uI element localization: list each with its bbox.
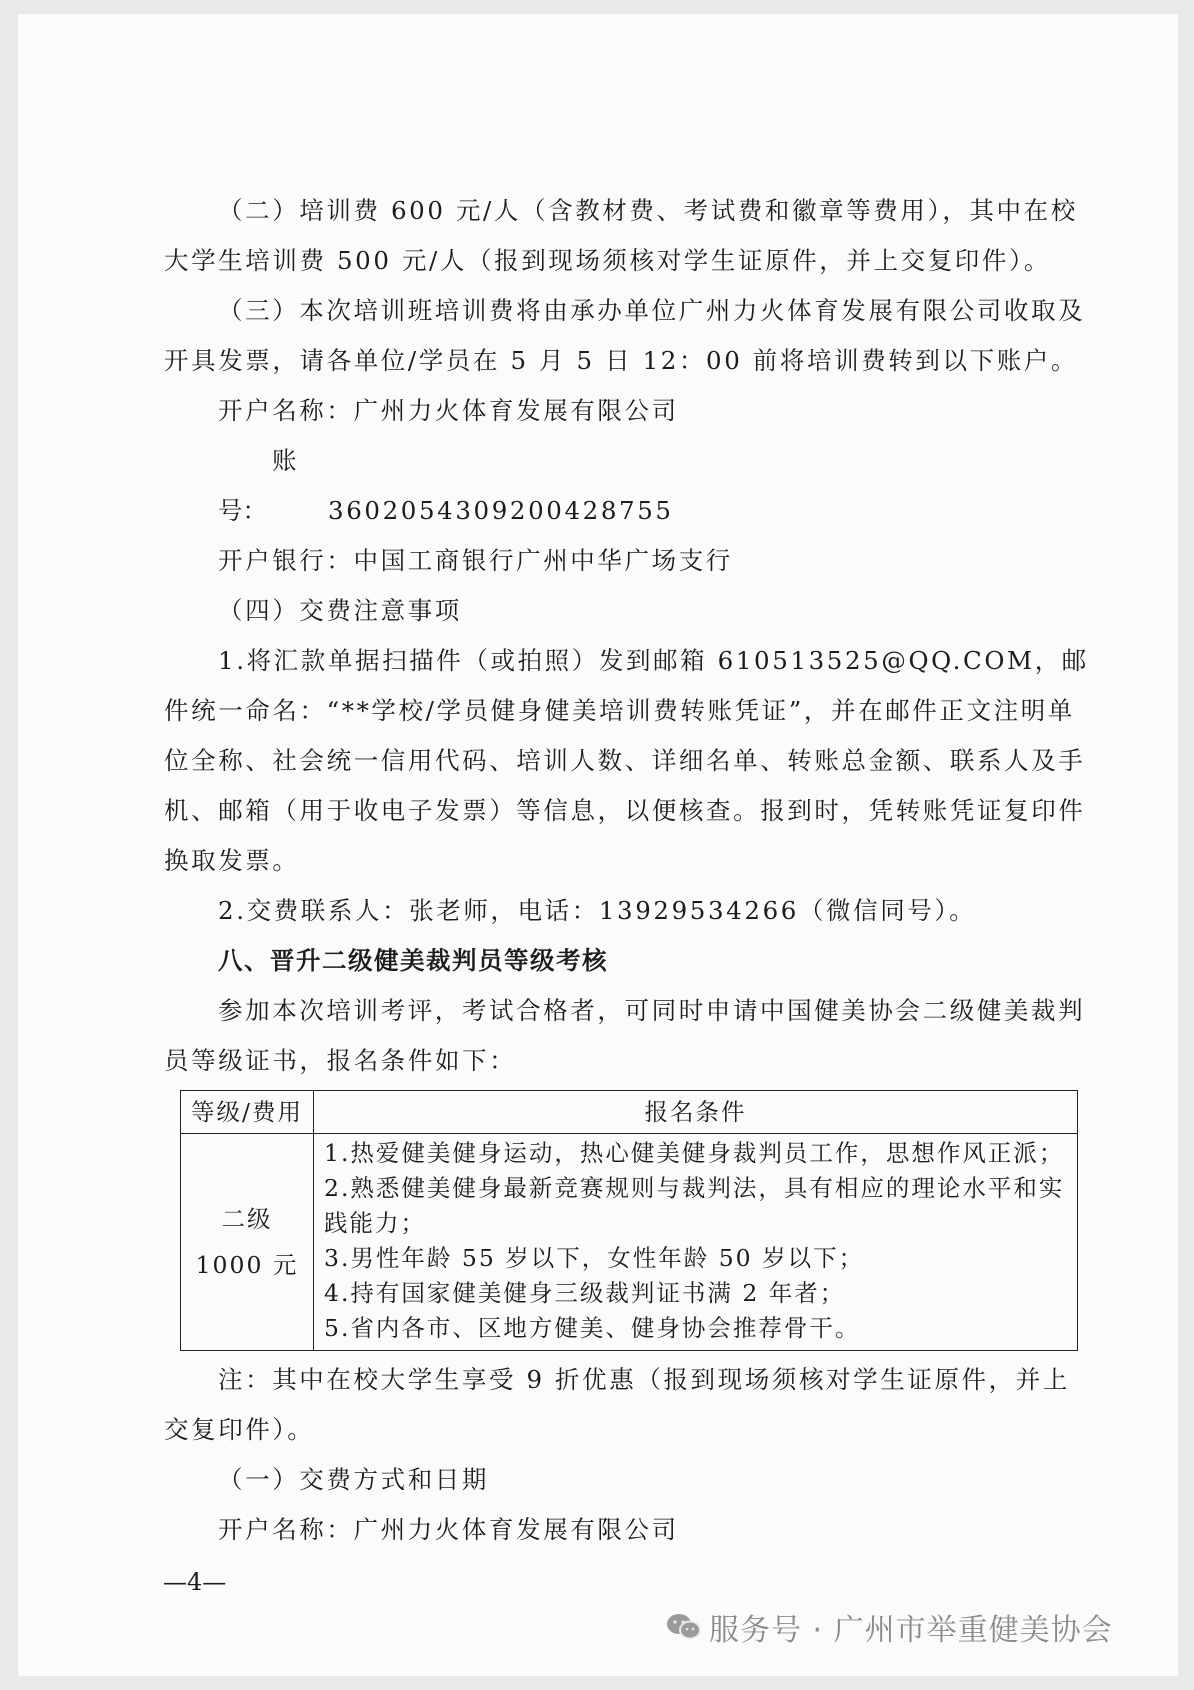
notes-heading: （四）交费注意事项 [218, 596, 462, 625]
condition-item: 2.熟悉健美健身最新竞赛规则与裁判法，具有相应的理论水平和实践能力； [324, 1174, 1065, 1237]
account-name-value-2: 广州力火体育发展有限公司 [353, 1515, 679, 1544]
account-number-line [164, 436, 1089, 536]
conditions-cell [314, 1134, 1078, 1351]
grade-fee-header: 等级/费用 [181, 1091, 314, 1134]
account-name-label-2: 开户名称： [218, 1515, 354, 1544]
grade-fee: 1000 元 [195, 1251, 299, 1279]
page-content [164, 186, 1089, 1555]
account-name-line [164, 386, 1089, 436]
section-8-intro: 参加本次培训考评，考试合格者，可同时申请中国健美协会二级健美裁判员等级证书，报名条件如下： [164, 996, 1086, 1075]
fee-paragraph: （二）培训费 600 元/人（含教材费、考试费和徽章等费用），其中在校大学生培训费 500 元/人（报到现场须核对学生证原件，并上交复印件）。 [164, 196, 1078, 275]
section-8-heading: 八、晋升二级健美裁判员等级考核 [218, 946, 608, 975]
bank-label: 开户银行： [218, 546, 354, 575]
note-item-2: 2.交费联系人：张老师，电话：13929534266（微信同号）。 [218, 896, 977, 925]
wechat-icon [665, 1611, 703, 1643]
page-number: —4— [163, 1568, 227, 1596]
grade-cell [181, 1134, 314, 1351]
invoice-paragraph: （三）本次培训班培训费将由承办单位广州力火体育发展有限公司收取及开具发票，请各单位/学员在 5 月 5 日 12：00 前将培训费转到以下账户。 [164, 296, 1086, 375]
condition-item: 3.男性年龄 55 岁以下，女性年龄 50 岁以下； [324, 1244, 865, 1272]
account-name-label: 开户名称： [218, 396, 354, 425]
account-number-label: 账 号： [218, 446, 346, 525]
table-header-row [181, 1091, 1078, 1134]
condition-item: 4.持有国家健美健身三级裁判证书满 2 年者； [324, 1279, 846, 1307]
account-number-value: 3602054309200428755 [328, 496, 674, 525]
account-name-line-2 [164, 1505, 1089, 1555]
wechat-watermark [665, 1605, 1113, 1649]
watermark-text: 服务号 · 广州市举重健美协会 [709, 1613, 1113, 1648]
payment-heading: （一）交费方式和日期 [218, 1465, 489, 1494]
condition-item: 1.热爱健美健身运动，热心健美健身裁判员工作，思想作风正派； [324, 1139, 1065, 1167]
table-row [181, 1134, 1078, 1351]
condition-item: 5.省内各市、区地方健美、健身协会推荐骨干。 [324, 1314, 861, 1342]
conditions-header: 报名条件 [314, 1091, 1078, 1134]
discount-note: 注：其中在校大学生享受 9 折优惠（报到现场须核对学生证原件，并上交复印件）。 [164, 1365, 1070, 1444]
document-page [18, 14, 1178, 1676]
grade-level: 二级 [221, 1205, 273, 1233]
grade-requirements-table [180, 1090, 1078, 1351]
note-item-1: 1.将汇款单据扫描件（或拍照）发到邮箱 610513525@QQ.COM，邮件统一命名：“**学校/学员健身健美培训费转账凭证”，并在邮件正文注明单位全称、社会统一信用代码、培训人数、详细名单、转账总金额、联系人及手机、邮箱（用于收电子发票）等信息，以便核查。报到时，凭转账凭证复印件换取发票。 [164, 646, 1089, 875]
bank-line [164, 536, 1089, 586]
bank-value: 中国工商银行广州中华广场支行 [353, 546, 733, 575]
account-name-value: 广州力火体育发展有限公司 [353, 396, 679, 425]
